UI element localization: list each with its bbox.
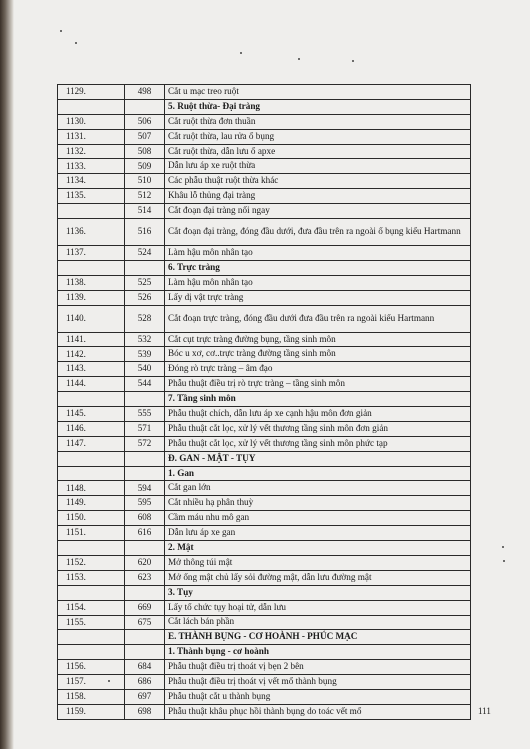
scan-speck (240, 52, 242, 54)
row-number: 1144. (58, 377, 125, 392)
procedure-code: 544 (125, 377, 165, 392)
procedure-code: 540 (125, 362, 165, 377)
procedure-code: 506 (125, 114, 165, 129)
procedure-name: 1. Thành bụng - cơ hoành (165, 645, 471, 660)
procedure-name: Phẫu thuật điều trị thoát vị vết mổ thành bụng (165, 675, 471, 690)
procedure-name: Đóng rò trực tràng – âm đạo (165, 362, 471, 377)
section-header-row (58, 645, 471, 660)
table-row (58, 275, 471, 290)
table-row (58, 219, 471, 246)
table-row (58, 305, 471, 332)
table-row (58, 615, 471, 630)
scan-speck (352, 60, 354, 62)
procedure-name: Đ. GAN - MẬT - TỤY (165, 451, 471, 466)
row-number (58, 645, 125, 660)
procedure-name: Cầm máu nhu mô gan (165, 511, 471, 526)
procedure-code: 697 (125, 689, 165, 704)
table-row (58, 660, 471, 675)
page-number: 111 (478, 706, 491, 716)
section-header-row (58, 99, 471, 114)
table-row (58, 246, 471, 261)
section-header-row (58, 392, 471, 407)
table-row (58, 481, 471, 496)
procedure-name: Cắt lách bán phần (165, 615, 471, 630)
procedure-code: 508 (125, 144, 165, 159)
row-number: 1130. (58, 114, 125, 129)
procedure-name: 5. Ruột thừa- Đại tràng (165, 99, 471, 114)
procedure-name: Phẫu thuật chích, dẫn lưu áp xe cạnh hậu môn đơn giản (165, 407, 471, 422)
procedure-name: 7. Tầng sinh môn (165, 392, 471, 407)
row-number: 1156. (58, 660, 125, 675)
procedure-code: 608 (125, 511, 165, 526)
row-number (58, 260, 125, 275)
row-number: 1153. (58, 570, 125, 585)
procedure-code: 616 (125, 526, 165, 541)
row-number: 1149. (58, 496, 125, 511)
section-header-row (58, 585, 471, 600)
table-row (58, 704, 471, 719)
procedure-code: 675 (125, 615, 165, 630)
procedure-name: Cắt đoạn đại tràng nối ngay (165, 204, 471, 219)
procedure-name: Làm hậu môn nhân tạo (165, 275, 471, 290)
procedure-code: 684 (125, 660, 165, 675)
row-number: 1134. (58, 174, 125, 189)
procedure-name: Cắt u mạc treo ruột (165, 85, 471, 100)
procedure-name: Phẫu thuật cắt lọc, xử lý vết thương tầng sinh môn đơn giản (165, 421, 471, 436)
row-number: 1139. (58, 290, 125, 305)
procedure-table (57, 84, 471, 720)
table-row (58, 377, 471, 392)
table-row (58, 689, 471, 704)
table-row (58, 332, 471, 347)
procedure-code: 510 (125, 174, 165, 189)
procedure-code: 572 (125, 436, 165, 451)
procedure-code: 514 (125, 204, 165, 219)
procedure-name: Cắt nhiều hạ phân thuỳ (165, 496, 471, 511)
row-number: 1131. (58, 129, 125, 144)
row-number: 1132. (58, 144, 125, 159)
row-number: 1146. (58, 421, 125, 436)
procedure-code (125, 260, 165, 275)
row-number: 1148. (58, 481, 125, 496)
row-number: 1142. (58, 347, 125, 362)
section-header-row (58, 451, 471, 466)
procedure-name: Phẫu thuật điều trị rò trực tràng – tầng sinh môn (165, 377, 471, 392)
procedure-code: 620 (125, 555, 165, 570)
procedure-name: 1. Gan (165, 466, 471, 481)
procedure-name: Các phẫu thuật ruột thừa khác (165, 174, 471, 189)
table-row (58, 511, 471, 526)
scan-speck (75, 42, 77, 44)
row-number: 1154. (58, 600, 125, 615)
table-row (58, 114, 471, 129)
row-number: 1138. (58, 275, 125, 290)
procedure-code: 524 (125, 246, 165, 261)
scan-speck (298, 58, 300, 60)
procedure-code: 525 (125, 275, 165, 290)
table-row (58, 189, 471, 204)
procedure-code: 555 (125, 407, 165, 422)
section-header-row (58, 466, 471, 481)
procedure-name: Cắt ruột thừa đơn thuần (165, 114, 471, 129)
row-number: 1137. (58, 246, 125, 261)
table-row (58, 144, 471, 159)
procedure-code (125, 541, 165, 556)
procedure-name: 6. Trực tràng (165, 260, 471, 275)
procedure-code: 498 (125, 85, 165, 100)
procedure-name: Cắt đoạn đại tràng, đóng đầu dưới, đưa đầu trên ra ngoài ổ bụng kiểu Hartmann (165, 219, 471, 246)
row-number (58, 451, 125, 466)
table-row (58, 570, 471, 585)
row-number: 1147. (58, 436, 125, 451)
procedure-name: Khâu lỗ thủng đại tràng (165, 189, 471, 204)
procedure-name: Mở thông túi mật (165, 555, 471, 570)
row-number (58, 630, 125, 645)
table-row (58, 159, 471, 174)
procedure-code: 669 (125, 600, 165, 615)
table-row (58, 174, 471, 189)
scan-speck (60, 30, 62, 32)
row-number: 1141. (58, 332, 125, 347)
table-row (58, 204, 471, 219)
scan-speck (503, 560, 505, 562)
table-row (58, 421, 471, 436)
procedure-name: Phẫu thuật cắt lọc, xử lý vết thương tầng sinh môn phức tạp (165, 436, 471, 451)
row-number: 1135. (58, 189, 125, 204)
procedure-code (125, 645, 165, 660)
row-number (58, 99, 125, 114)
row-number: 1133. (58, 159, 125, 174)
row-number: 1145. (58, 407, 125, 422)
table-row (58, 407, 471, 422)
procedure-code: 539 (125, 347, 165, 362)
row-number: 1158. (58, 689, 125, 704)
table-row (58, 555, 471, 570)
section-header-row (58, 541, 471, 556)
procedure-name: Bóc u xơ, cơ..trực tràng đường tầng sinh môn (165, 347, 471, 362)
procedure-code (125, 451, 165, 466)
procedure-code: 512 (125, 189, 165, 204)
table-row (58, 290, 471, 305)
table-row (58, 436, 471, 451)
table-row (58, 129, 471, 144)
table-row (58, 526, 471, 541)
procedure-name: Mở ống mật chủ lấy sỏi đường mật, dẫn lưu đường mật (165, 570, 471, 585)
procedure-name: Cắt gan lớn (165, 481, 471, 496)
procedure-name: 3. Tụy (165, 585, 471, 600)
procedure-name: Phẫu thuật khâu phục hồi thành bụng do toác vết mổ (165, 704, 471, 719)
procedure-name: Dẫn lưu áp xe ruột thừa (165, 159, 471, 174)
scan-speck (502, 546, 504, 548)
row-number (58, 204, 125, 219)
procedure-name: Lấy dị vật trực tràng (165, 290, 471, 305)
table-row (58, 675, 471, 690)
procedure-code: 595 (125, 496, 165, 511)
procedure-table-body (58, 85, 471, 720)
table-row (58, 347, 471, 362)
table-row (58, 85, 471, 100)
procedure-name: Cắt đoạn trực tràng, đóng đầu dưới đưa đầu trên ra ngoài kiểu Hartmann (165, 305, 471, 332)
procedure-code: 686 (125, 675, 165, 690)
procedure-code: 571 (125, 421, 165, 436)
procedure-code: 507 (125, 129, 165, 144)
row-number: 1129. (58, 85, 125, 100)
table-row (58, 600, 471, 615)
procedure-name: Phẫu thuật cắt u thành bụng (165, 689, 471, 704)
row-number: 1152. (58, 555, 125, 570)
row-number: 1157. (58, 675, 125, 690)
procedure-name: Cắt ruột thừa, lau rửa ổ bụng (165, 129, 471, 144)
procedure-code: 623 (125, 570, 165, 585)
row-number: 1150. (58, 511, 125, 526)
procedure-name: Lấy tổ chức tụy hoại tử, dẫn lưu (165, 600, 471, 615)
section-header-row (58, 630, 471, 645)
row-number (58, 541, 125, 556)
row-number: 1155. (58, 615, 125, 630)
row-number: 1136. (58, 219, 125, 246)
procedure-code: 698 (125, 704, 165, 719)
procedure-name: E. THÀNH BỤNG - CƠ HOÀNH - PHÚC MẠC (165, 630, 471, 645)
table-row (58, 362, 471, 377)
table-row (58, 496, 471, 511)
procedure-name: Dẫn lưu áp xe gan (165, 526, 471, 541)
procedure-code: 526 (125, 290, 165, 305)
row-number: 1159. (58, 704, 125, 719)
row-number (58, 392, 125, 407)
procedure-code (125, 466, 165, 481)
procedure-code: 516 (125, 219, 165, 246)
row-number (58, 466, 125, 481)
section-header-row (58, 260, 471, 275)
procedure-code (125, 392, 165, 407)
procedure-code: 532 (125, 332, 165, 347)
row-number: 1151. (58, 526, 125, 541)
procedure-code: 509 (125, 159, 165, 174)
procedure-code: 594 (125, 481, 165, 496)
procedure-name: Phẫu thuật điều trị thoát vị bẹn 2 bên (165, 660, 471, 675)
procedure-code: 528 (125, 305, 165, 332)
procedure-code (125, 630, 165, 645)
procedure-name: 2. Mật (165, 541, 471, 556)
procedure-code (125, 99, 165, 114)
row-number: 1143. (58, 362, 125, 377)
row-number: 1140. (58, 305, 125, 332)
page-binding-shadow (0, 0, 14, 749)
row-number (58, 585, 125, 600)
procedure-name: Cắt ruột thừa, dẫn lưu ổ apxe (165, 144, 471, 159)
procedure-name: Làm hậu môn nhân tạo (165, 246, 471, 261)
procedure-name: Cắt cụt trực tràng đường bụng, tầng sinh môn (165, 332, 471, 347)
procedure-code (125, 585, 165, 600)
